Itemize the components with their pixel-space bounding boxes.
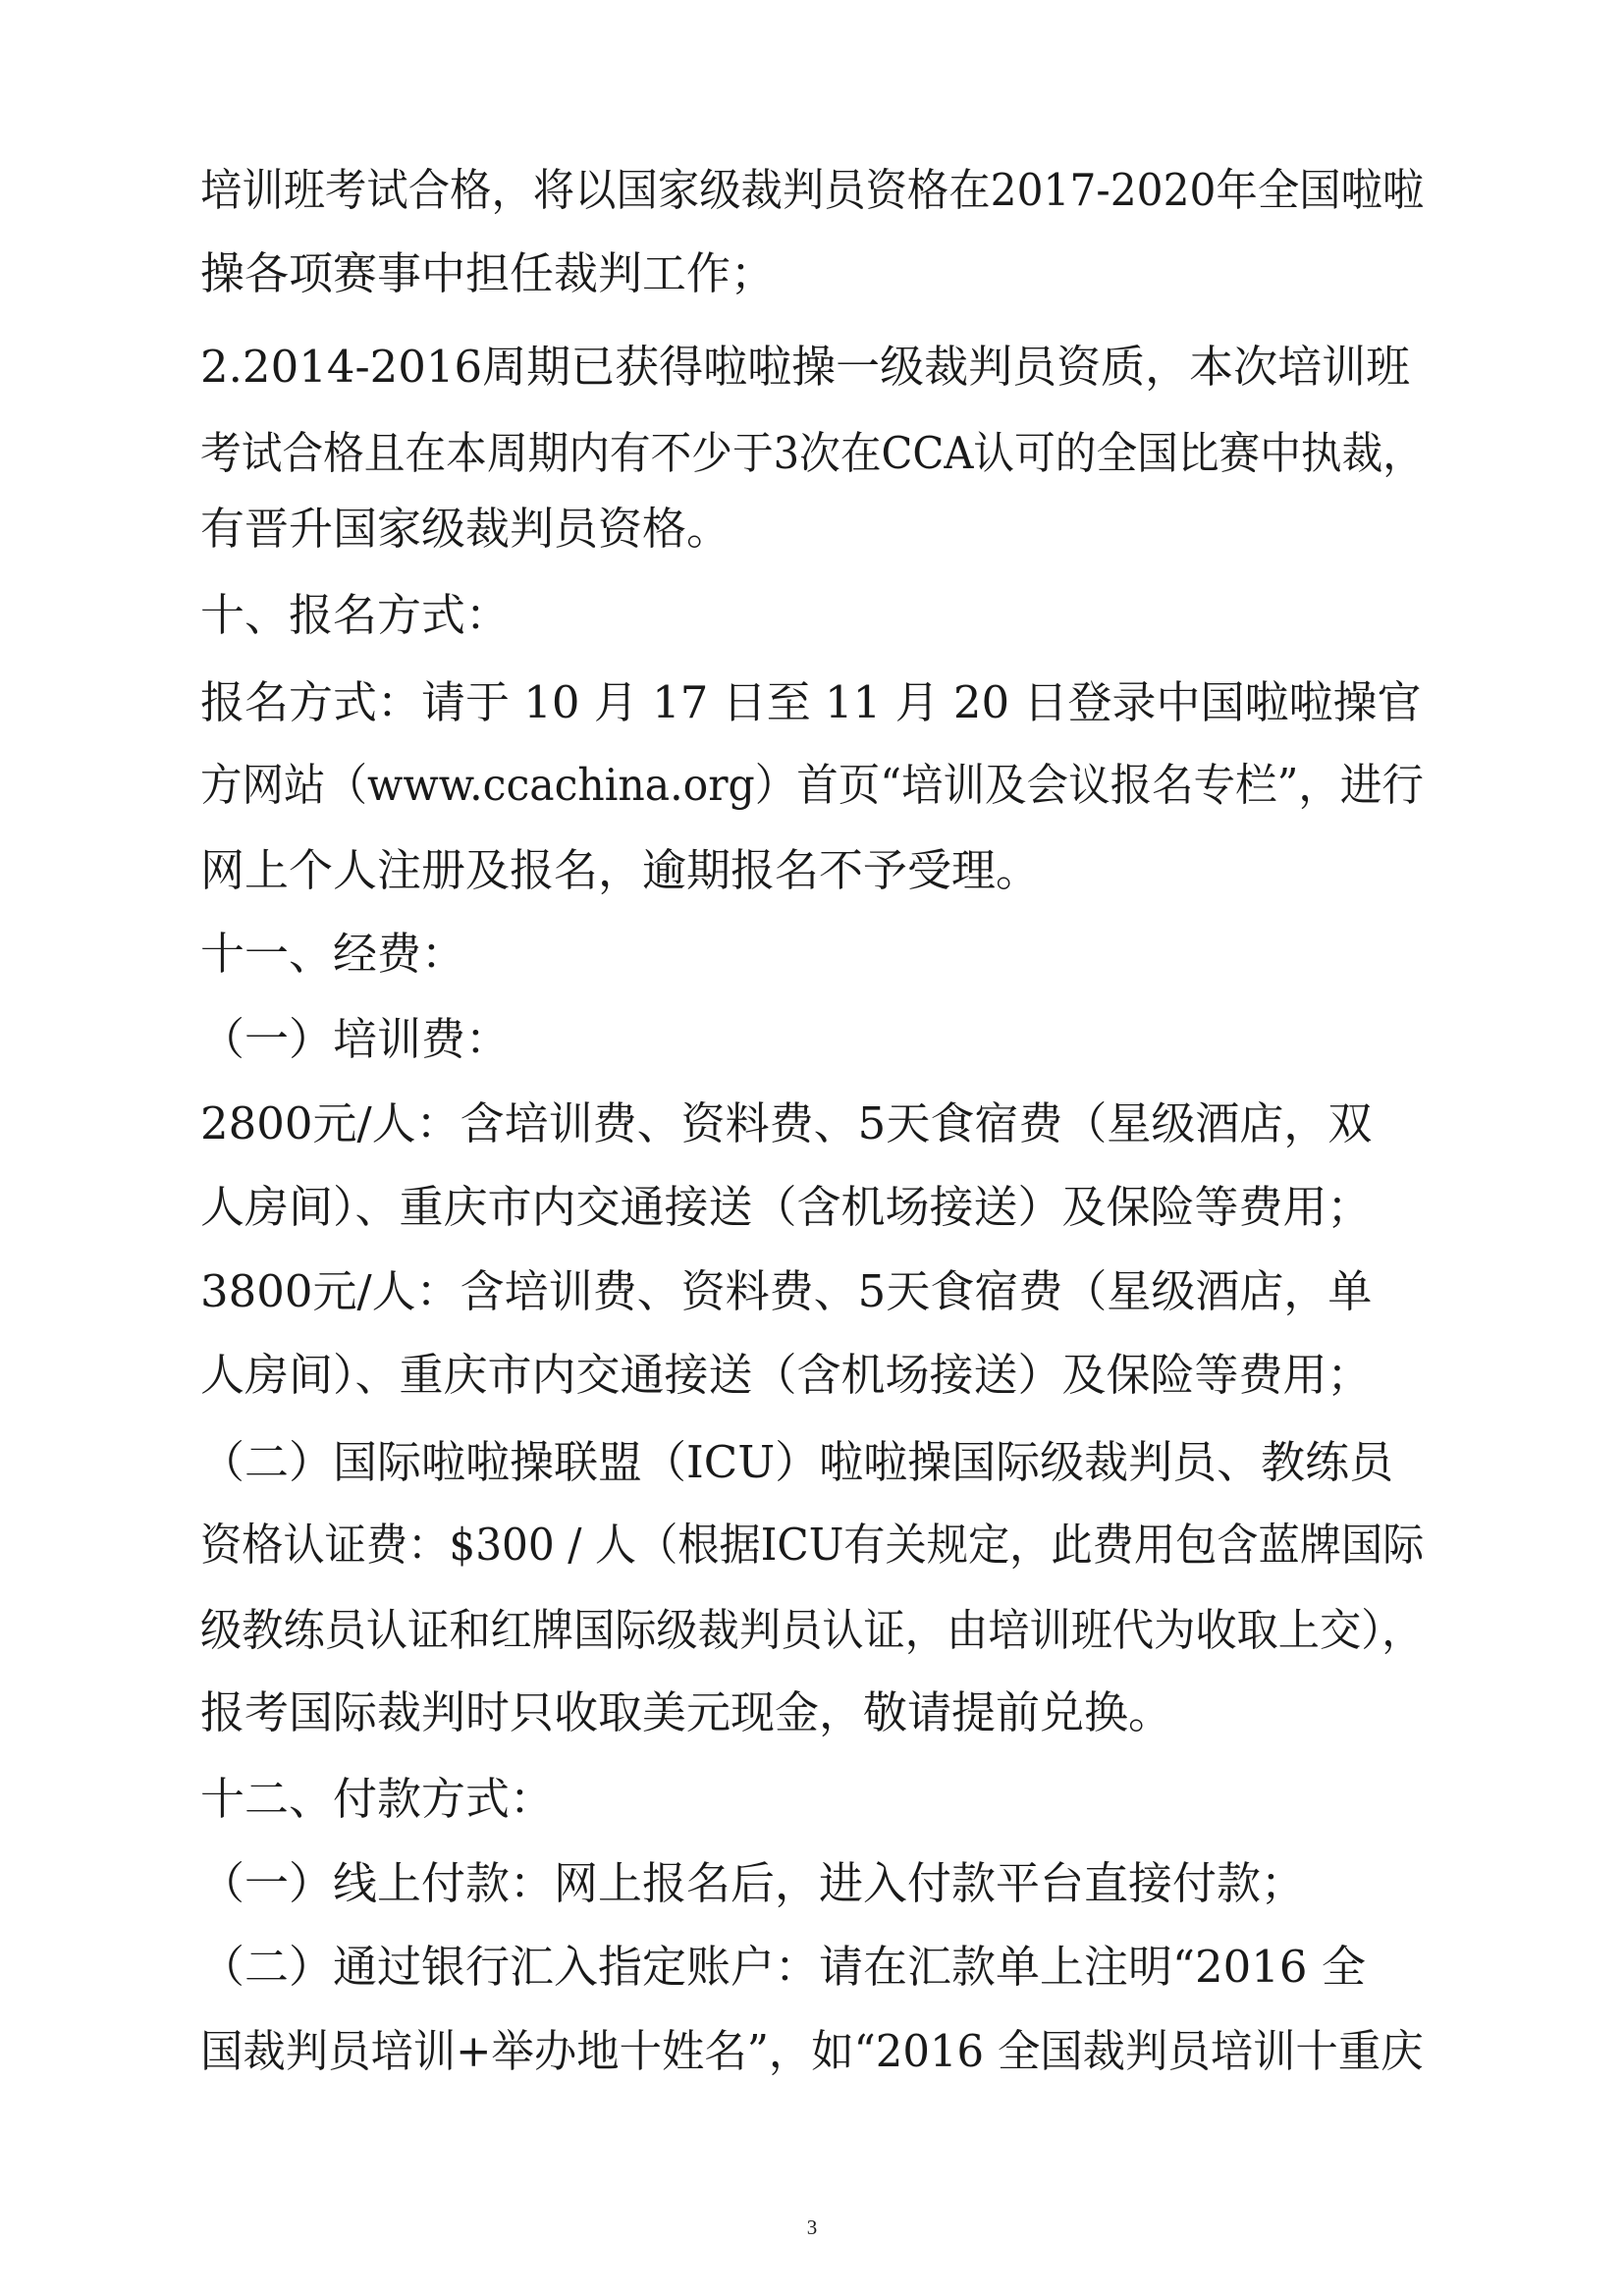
- body-line-18: 级教练员认证和红牌国际级裁判员认证，由培训班代为收取上交），: [200, 1604, 1424, 1656]
- body-line-5: 有晋升国家级裁判员资格。: [200, 503, 731, 555]
- body-line-9: 网上个人注册及报名，逾期报名不予受理。: [200, 844, 1041, 896]
- body-line-7: 报名方式：请于 10 月 17 日至 11 月 20 日登录中国啦啦操官: [200, 676, 1422, 728]
- section-heading-11: 十一、经费：: [200, 928, 466, 980]
- body-line-21: （一）线上付款：网上报名后，进入付款平台直接付款；: [200, 1857, 1306, 1909]
- section-heading-12: 十二、付款方式：: [200, 1773, 555, 1825]
- body-line-19: 报考国际裁判时只收取美元现金，敬请提前兑换。: [200, 1686, 1173, 1738]
- body-line-8: 方网站（www.ccachina.org）首页“培训及会议报名专栏”，进行: [200, 759, 1424, 811]
- body-line-17: 资格认证费：$300 / 人（根据ICU有关规定，此费用包含蓝牌国际: [200, 1519, 1425, 1571]
- section-heading-10: 十、报名方式：: [200, 589, 511, 641]
- body-line-12: 2800元/人：含培训费、资料费、5天食宿费（星级酒店，双: [200, 1097, 1373, 1149]
- body-line-1: 培训班考试合格，将以国家级裁判员资格在2017-2020年全国啦啦: [200, 164, 1425, 216]
- body-line-15: 人房间）、重庆市内交通接送（含机场接送）及保险等费用；: [200, 1349, 1372, 1401]
- body-line-22: （二）通过银行汇入指定账户：请在汇款单上注明“2016 全: [200, 1941, 1366, 1993]
- body-line-14: 3800元/人：含培训费、资料费、5天食宿费（星级酒店，单: [200, 1265, 1373, 1317]
- body-line-23: 国裁判员培训+举办地十姓名”，如“2016 全国裁判员培训十重庆: [200, 2025, 1424, 2077]
- page-number: 3: [806, 2216, 818, 2239]
- body-line-4: 考试合格且在本周期内有不少于3次在CCA认可的全国比赛中执裁，: [200, 427, 1424, 479]
- subheading-training-fee: （一）培训费：: [200, 1013, 511, 1065]
- body-line-2: 操各项赛事中担任裁判工作；: [200, 247, 776, 299]
- body-line-16: （二）国际啦啦操联盟（ICU）啦啦操国际级裁判员、教练员: [200, 1436, 1394, 1488]
- body-line-13: 人房间）、重庆市内交通接送（含机场接送）及保险等费用；: [200, 1181, 1372, 1233]
- body-line-3: 2.2014-2016周期已获得啦啦操一级裁判员资质，本次培训班: [200, 341, 1411, 393]
